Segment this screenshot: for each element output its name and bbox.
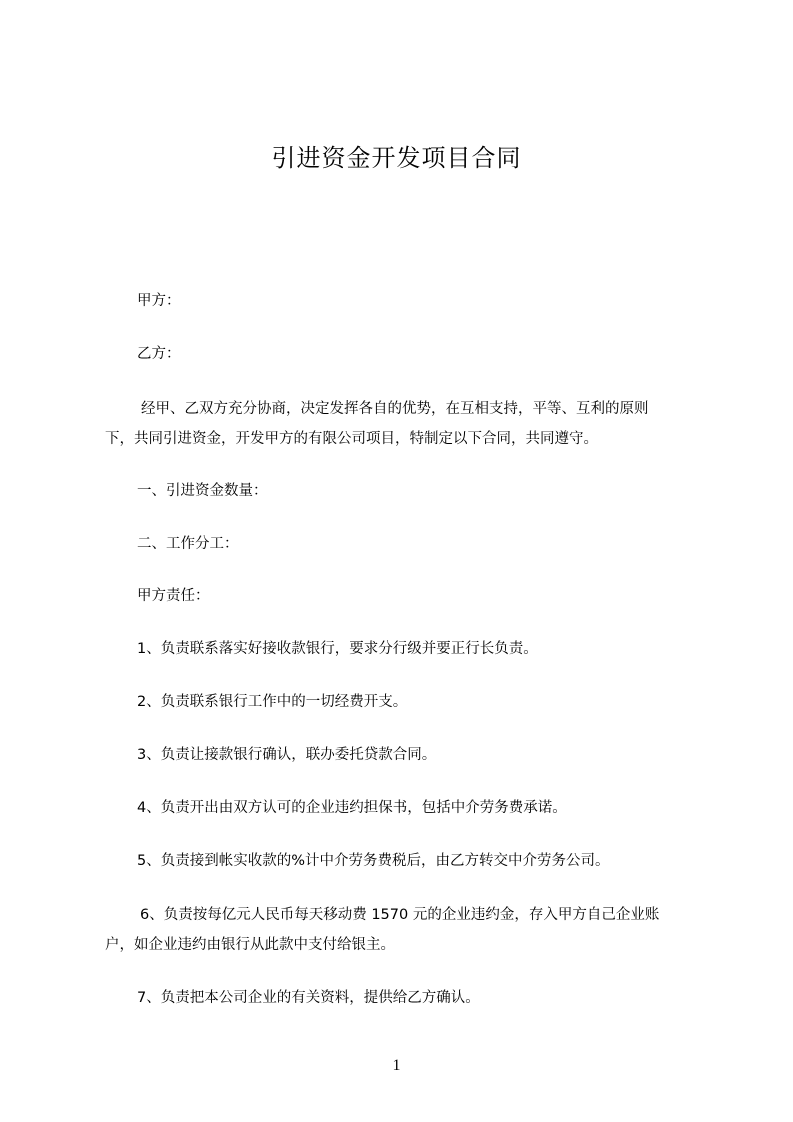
duty-item-4: 4、负责开出由双方认可的企业违约担保书，包括中介劳务费承诺。 xyxy=(137,800,567,816)
intro-line-1: 经甲、乙双方充分协商，决定发挥各自的优势，在互相支持，平等、互利的原则 xyxy=(141,401,649,417)
intro-paragraph xyxy=(105,394,685,454)
document-title: 引进资金开发项目合同 xyxy=(271,144,522,172)
duty-item-5: 5、负责接到帐实收款的%计中介劳务费税后，由乙方转交中介劳务公司。 xyxy=(137,853,610,869)
page-number: 1 xyxy=(392,1057,401,1074)
duty-item-2: 2、负责联系银行工作中的一切经费开支。 xyxy=(137,694,408,710)
duty-item-6-line-2: 户，如企业违约由银行从此款中支付给银主。 xyxy=(105,937,395,953)
party-b-label: 乙方： xyxy=(137,346,181,362)
section-1-heading: 一、引进资金数量： xyxy=(137,483,268,499)
duty-item-6-line-1: 6、负责按每亿元人民币每天移动费 1570 元的企业违约金，存入甲方自己企业账 xyxy=(140,907,660,923)
duty-item-1: 1、负责联系落实好接收款银行，要求分行级并要正行长负责。 xyxy=(137,641,538,657)
party-a-duties-heading: 甲方责任： xyxy=(137,588,210,604)
duty-item-6 xyxy=(105,900,685,960)
party-a-label: 甲方： xyxy=(137,293,181,309)
duty-item-3: 3、负责让接款银行确认，联办委托贷款合同。 xyxy=(137,747,437,763)
section-2-heading: 二、工作分工： xyxy=(137,536,239,552)
duty-item-7: 7、负责把本公司企业的有关资料，提供给乙方确认。 xyxy=(137,990,480,1006)
intro-line-2: 下，共同引进资金，开发甲方的有限公司项目，特制定以下合同，共同遵守。 xyxy=(105,431,598,447)
